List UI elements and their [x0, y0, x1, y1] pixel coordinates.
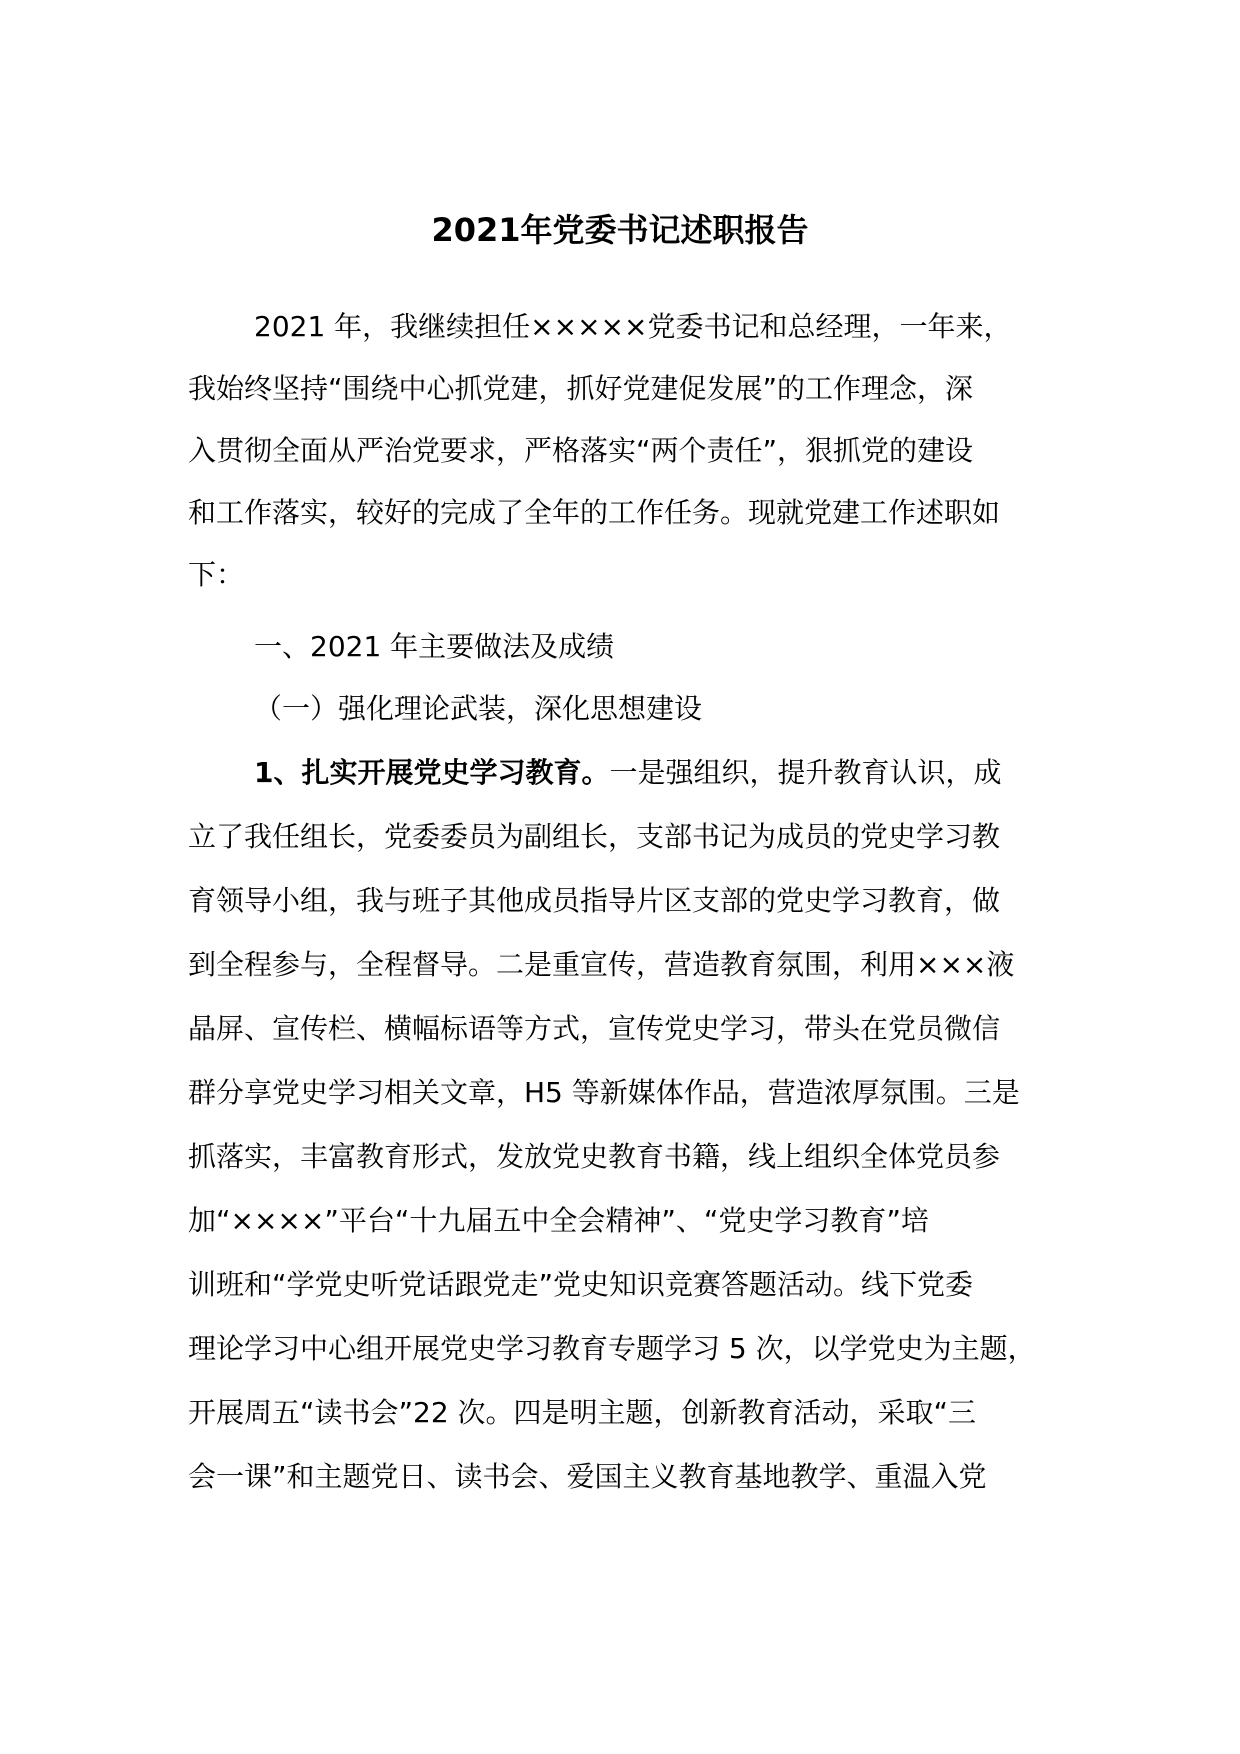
item1-line: 到全程参与，全程督导。二是重宣传，营造教育氛围，利用×××液: [188, 948, 1015, 981]
intro-line-4: 和工作落实，较好的完成了全年的工作任务。现就党建工作述职如: [188, 496, 1001, 529]
item1-line: 会一课”和主题党日、读书会、爱国主义教育基地教学、重温入党: [188, 1460, 987, 1493]
intro-line-2: 我始终坚持“围绕中心抓党建，抓好党建促发展”的工作理念，深: [188, 372, 974, 405]
item1-line: 开展周五“读书会”22 次。四是明主题，创新教育活动，采取“三: [188, 1396, 977, 1429]
item1-first-line: [254, 753, 1068, 793]
intro-line-3: 入贯彻全面从严治党要求，严格落实“两个责任”，狠抓党的建设: [188, 434, 974, 467]
item1-line: 抓落实，丰富教育形式，发放党史教育书籍，线上组织全体党员参: [188, 1140, 1001, 1173]
item1-line: 立了我任组长，党委委员为副组长，支部书记为成员的党史学习教: [188, 820, 1001, 853]
item1-label: 1、扎实开展党史学习教育。: [254, 756, 610, 789]
item1-first-line-text: 一是强组织，提升教育认识，成: [609, 756, 1002, 789]
item1-line: 育领导小组，我与班子其他成员指导片区支部的党史学习教育，做: [188, 884, 1001, 917]
item1-line: 理论学习中心组开展党史学习教育专题学习 5 次，以学党史为主题，: [188, 1332, 1036, 1365]
document-title: 2021年党委书记述职报告: [431, 211, 809, 249]
section-heading: 一、2021 年主要做法及成绩: [254, 630, 615, 663]
intro-line-5: 下：: [188, 558, 245, 591]
item1-line: 训班和“学党史听党话跟党走”党史知识竞赛答题活动。线下党委: [188, 1268, 974, 1301]
item1-line: 加“××××”平台“十九届五中全会精神”、“党史学习教育”培: [188, 1204, 929, 1237]
item1-line: 晶屏、宣传栏、横幅标语等方式，宣传党史学习，带头在党员微信: [188, 1012, 1001, 1045]
item1-line: 群分享党史学习相关文章，H5 等新媒体作品，营造浓厚氛围。三是: [188, 1076, 1020, 1109]
intro-line-1: 2021 年，我继续担任×××××党委书记和总经理，一年来，: [254, 310, 1012, 343]
subsection-heading: （一）强化理论武装，深化思想建设: [254, 692, 703, 725]
